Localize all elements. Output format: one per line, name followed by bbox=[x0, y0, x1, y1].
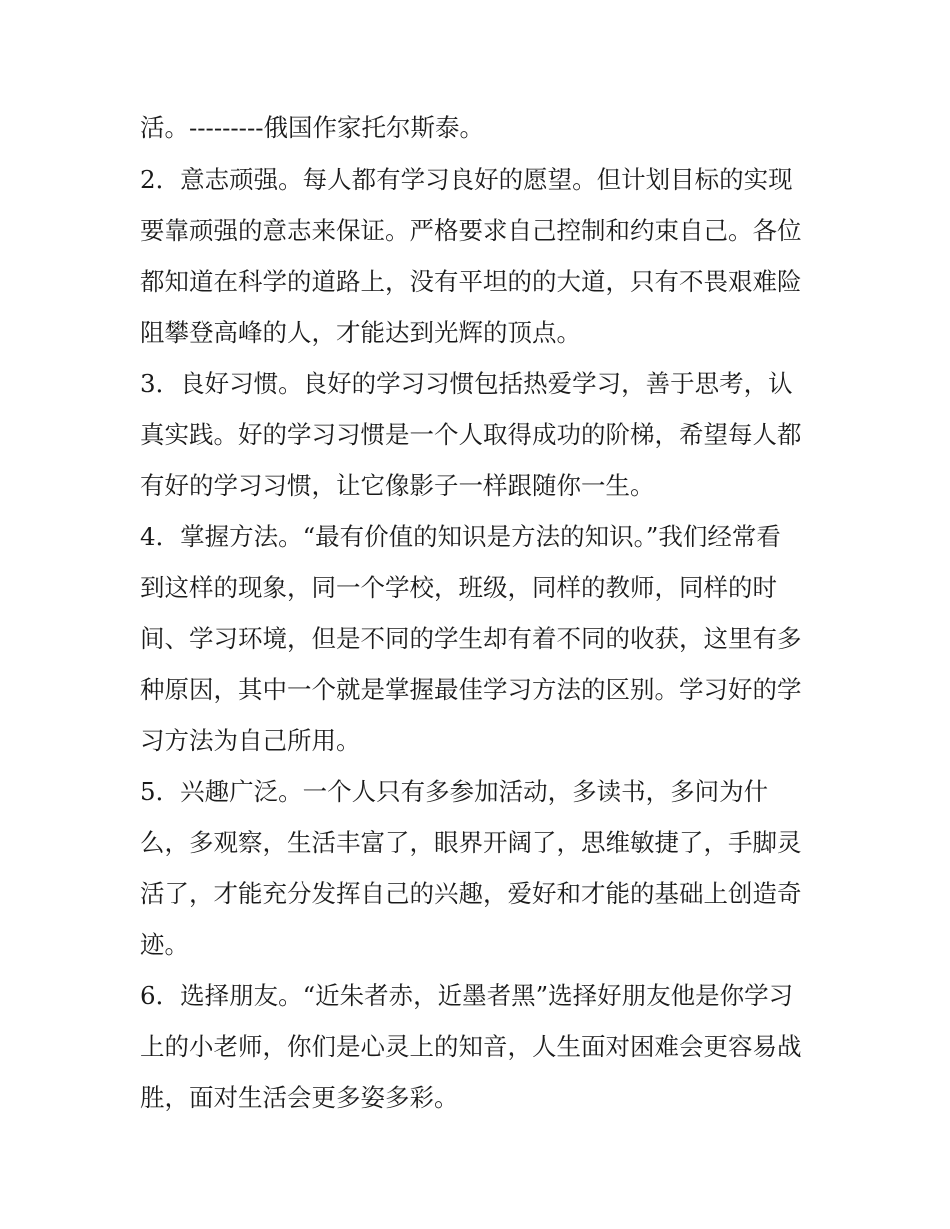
text-line: 么，多观察，生活丰富了，眼界开阔了，思维敏捷了，手脚灵 bbox=[140, 828, 802, 857]
text-line: 6．选择朋友。“近朱者赤，近墨者黑”选择好朋友他是你学习 bbox=[140, 981, 794, 1010]
text-line: 种原因，其中一个就是掌握最佳学习方法的区别。学习好的学 bbox=[140, 675, 802, 704]
text-line: 有好的学习习惯，让它像影子一样跟随你一生。 bbox=[140, 471, 655, 500]
text-line: 2．意志顽强。每人都有学习良好的愿望。但计划目标的实现 bbox=[140, 165, 793, 194]
text-line: 4．掌握方法。“最有价值的知识是方法的知识。”我们经常看 bbox=[140, 522, 781, 551]
text-line: 要靠顽强的意志来保证。严格要求自己控制和约束自己。各位 bbox=[140, 216, 802, 245]
text-line: 到这样的现象，同一个学校，班级，同样的教师，同样的时 bbox=[140, 573, 777, 602]
text-line: 阻攀登高峰的人，才能达到光辉的顶点。 bbox=[140, 318, 581, 347]
text-line: 间、学习环境，但是不同的学生却有着不同的收获，这里有多 bbox=[140, 624, 802, 653]
text-line: 迹。 bbox=[140, 930, 189, 959]
text-line: 3．良好习惯。良好的学习习惯包括热爱学习，善于思考，认 bbox=[140, 369, 793, 398]
text-line: 胜，面对生活会更多姿多彩。 bbox=[140, 1083, 459, 1112]
text-line: 习方法为自己所用。 bbox=[140, 726, 361, 755]
text-line: 活了，才能充分发挥自己的兴趣，爱好和才能的基础上创造奇 bbox=[140, 879, 802, 908]
text-line: 5．兴趣广泛。一个人只有多参加活动，多读书，多问为什 bbox=[140, 777, 769, 806]
text-line: 都知道在科学的道路上，没有平坦的的大道，只有不畏艰难险 bbox=[140, 267, 802, 296]
text-line: 上的小老师，你们是心灵上的知音，人生面对困难会更容易战 bbox=[140, 1032, 802, 1061]
text-line: 真实践。好的学习习惯是一个人取得成功的阶梯，希望每人都 bbox=[140, 420, 802, 449]
text-line: 活。---------俄国作家托尔斯泰。 bbox=[140, 113, 485, 142]
